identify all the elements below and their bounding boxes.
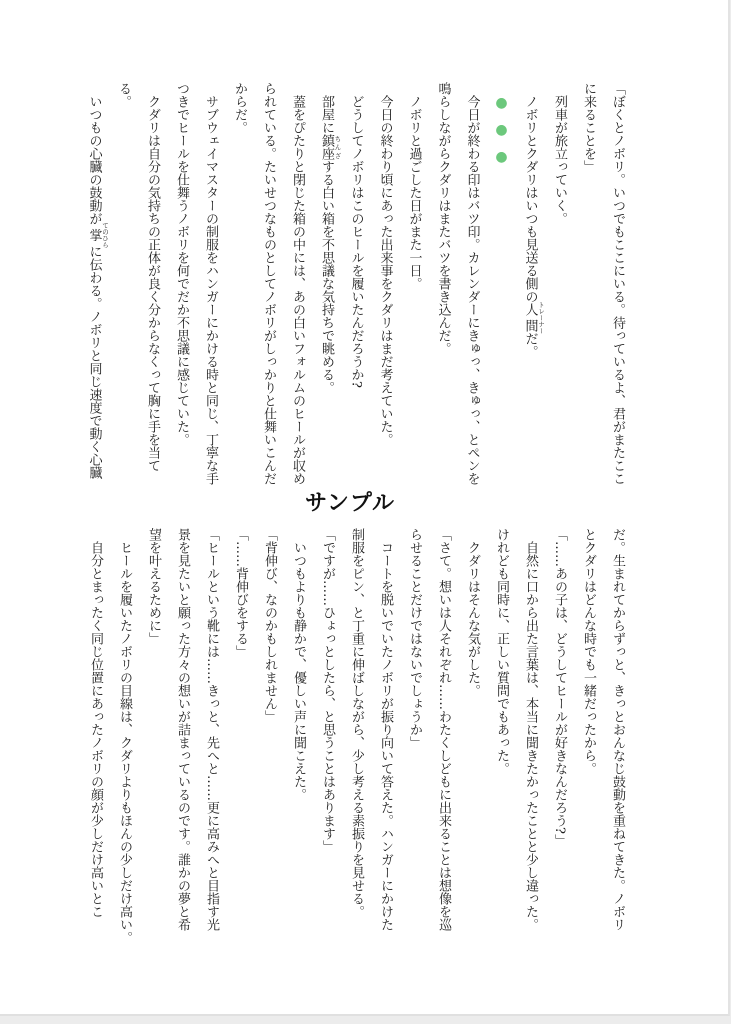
text-line: 「背伸び、なのかもしれません」 (262, 528, 277, 723)
text-line: けれども同時に、正しい質問でもあった。 (494, 528, 509, 775)
sample-label: サンプル (304, 491, 396, 516)
text-line: 鳴らしながらクダリはまたバツを書き込んだ。 (435, 82, 451, 355)
top-text-block (80, 82, 633, 500)
text-line: ノボリと過ごした日がまた一日。 (406, 95, 422, 290)
bottom-text-block (81, 528, 632, 946)
text-line: 景を見たいと願った方々の想いが詰まっているのです。誰かの夢と希 (175, 528, 190, 931)
text-line: クダリはそんな気がした。 (465, 541, 480, 697)
text-line: 「さて。想いは人それぞれ……わたくしどもに出来ることは想像を巡 (436, 528, 451, 931)
scene-separator-dots: ●●● (493, 95, 510, 176)
text-line: られている。たいせつなものとしてノボリがしっかりと仕舞いこんだ (261, 82, 276, 485)
text-line: る。 (116, 82, 131, 108)
text-line: とクダリはどんな時でも一緒だったから。 (581, 528, 596, 775)
text-line: 「ヒールという靴には……きっと、先へと……更に高みへと目指す光 (204, 528, 219, 931)
text-line: 「……あの子は、どうしてヒールが好きなんだろう?」 (552, 528, 567, 847)
text-line: サブウェイマスターの制服をハンガーにかける時と同じ、丁寧な手 (203, 95, 218, 485)
text-line: 蓋をぴたりと閉じた箱の中には、あの白いフォルムのヒールが収め (290, 95, 305, 485)
text-line: いつもよりも静かで、優しい声に聞こえた。 (291, 541, 306, 801)
text-line: いつもの心臓の鼓動が掌 てのひらに伝わる。ノボリと同じ速度で動く心臓 (86, 95, 109, 479)
text-line: どうしてノボリはこのヒールを履いたんだろうか? (348, 95, 364, 388)
ruby-annotated-text: 人間 トレーナー (522, 301, 545, 334)
ruby-annotated-text: 掌 てのひら (86, 222, 109, 248)
text-line: コートを脱いでいたノボリが振り向いて答えた。ハンガーにかけた (378, 541, 393, 931)
text-line: 「……背伸びをする」 (233, 528, 248, 658)
text-line: だ。生まれてからずっと、きっとおんなじ鼓動を重ねてきた。ノボリ (610, 528, 625, 931)
text-line: に来ることを」 (581, 82, 596, 173)
text-line: 列車が旅立っていく。 (552, 95, 567, 225)
text-line: からだ。 (232, 82, 247, 134)
text-line: 自分とまったく同じ位置にあったノボリの顔が少しだけ高いとこ (88, 541, 103, 918)
text-line: 自然に口から出た言葉は、本当に聞きたかったことと少し違った。 (523, 541, 538, 931)
text-line: ノボリとクダリはいつも見送る側の人間 トレーナーだ。 (522, 95, 545, 359)
text-line: らせることだけではないでしょうか」 (407, 528, 422, 749)
ruby-annotated-text: 鎮座 ちんざ (319, 134, 342, 160)
text-line: 今日の終わり頃にあった出来事をクダリはまだ考えていた。 (377, 95, 393, 446)
text-line: 「ぼくとノボリ。いつでもここにいる。待っているよ、君がまたここ (610, 82, 625, 485)
text-line: つきでヒールを仕舞うノボリを何でだか不思議に感じていた。 (174, 82, 189, 446)
text-line: 部屋に鎮座 ちんざする白い箱を不思議な気持ちで眺める。 (319, 95, 342, 394)
text-line: ヒールを履いたノボリの目線は、クダリよりもほんの少しだけ高い。 (117, 541, 132, 944)
text-line: 望を叶えるために」 (146, 528, 161, 645)
text-line: 今日が終わる印はバツ印。カレンダーにきゅっ、きゅっ、とペンを (464, 95, 480, 485)
text-line: 「ですが……ひょっとしたら、と思うことはあります」 (320, 528, 335, 853)
text-line: クダリは自分の気持ちの正体が良く分からなくって胸に手を当て (145, 95, 160, 472)
text-line: 制服をピン、と丁重に伸ばしながら、少し考える素振りを見せる。 (349, 528, 364, 918)
